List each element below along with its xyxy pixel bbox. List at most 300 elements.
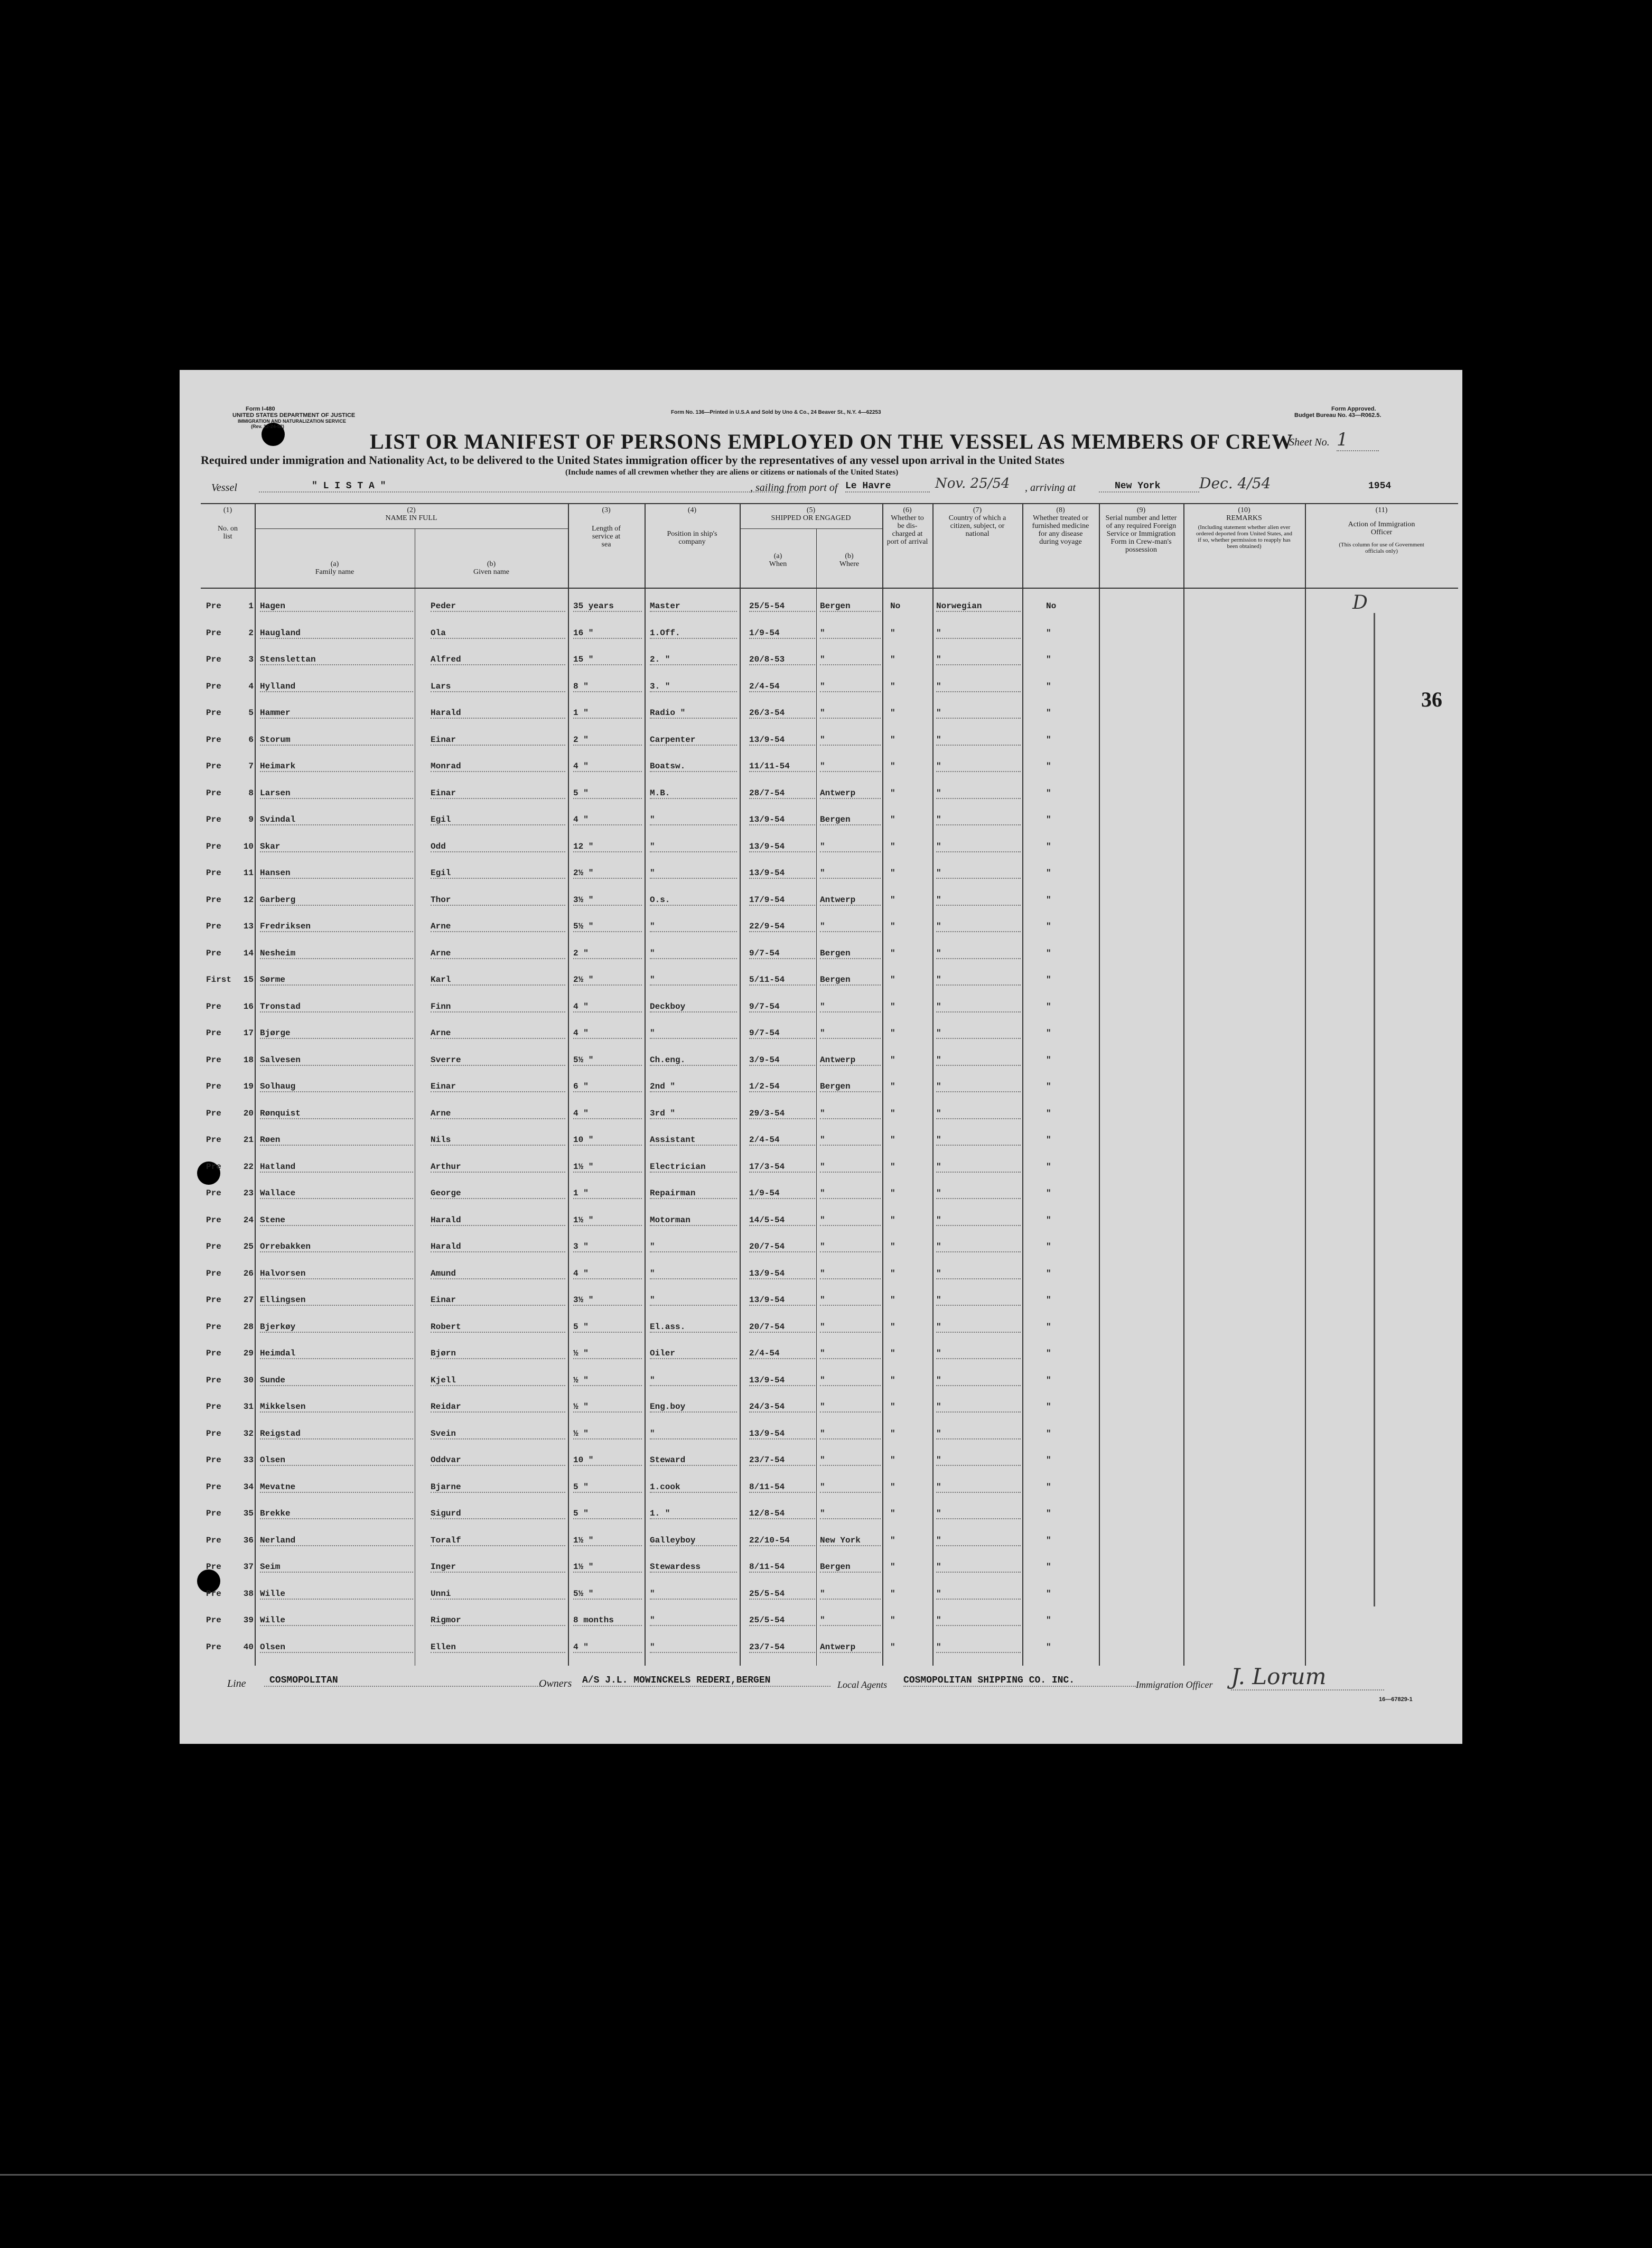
cell-given: Ellen (431, 1642, 565, 1653)
sailing-label: , sailing from port of (750, 482, 838, 494)
cell-family: Olsen (260, 1642, 413, 1653)
cell-service: 8 months (573, 1615, 642, 1626)
cell-service: 1½ " (573, 1562, 642, 1573)
cell-med: " (1046, 1322, 1051, 1332)
cell-country: " (936, 895, 1021, 906)
cell-no: 39 (243, 1615, 254, 1625)
cell-med: No (1046, 601, 1057, 611)
cell-disch: " (890, 1135, 895, 1145)
cell-where: " (820, 1376, 881, 1386)
cell-where: Bergen (820, 815, 881, 825)
cell-family: Bjørge (260, 1028, 413, 1039)
cell-pre: Pre (206, 1162, 221, 1172)
cell-pre: Pre (206, 1535, 221, 1545)
cell-when: 13/9-54 (749, 1269, 815, 1279)
cell-service: 10 " (573, 1455, 642, 1466)
cell-family: Seim (260, 1562, 413, 1573)
cell-family: Solhaug (260, 1082, 413, 1092)
cell-service: 1½ " (573, 1162, 642, 1173)
cell-country: " (936, 868, 1021, 879)
cell-med: " (1046, 628, 1051, 638)
cell-disch: " (890, 681, 895, 691)
cell-service: 2½ " (573, 975, 642, 986)
col5-label: SHIPPED OR ENGAGED (771, 514, 851, 522)
cell-family: Halvorsen (260, 1269, 413, 1279)
cell-service: 16 " (573, 628, 642, 639)
cell-med: " (1046, 895, 1051, 905)
cell-disch: " (890, 1589, 895, 1599)
cell-family: Røen (260, 1135, 413, 1146)
cell-med: " (1046, 1055, 1051, 1065)
cell-service: 3 " (573, 1242, 642, 1252)
cell-no: 37 (243, 1562, 254, 1572)
cell-where: " (820, 708, 881, 719)
col10-label: REMARKS (1226, 514, 1262, 522)
cell-service: 8 " (573, 682, 642, 692)
cell-family: Bjerkøy (260, 1322, 413, 1333)
cell-pre: Pre (206, 1615, 221, 1625)
cell-country: " (936, 1482, 1021, 1493)
cell-position: Assistant (650, 1135, 737, 1146)
cell-med: " (1046, 708, 1051, 718)
cell-no: 9 (248, 815, 254, 824)
owners-label: Owners (539, 1678, 572, 1689)
cell-country: " (936, 1002, 1021, 1012)
cell-family: Stenslettan (260, 655, 413, 665)
cell-given: Rigmor (431, 1615, 565, 1626)
cell-disch: " (890, 655, 895, 664)
cell-when: 3/9-54 (749, 1055, 815, 1066)
cell-disch: " (890, 815, 895, 824)
cell-service: 4 " (573, 815, 642, 825)
cell-country: " (936, 949, 1021, 959)
cell-pre: Pre (206, 1562, 221, 1572)
cell-disch: " (890, 761, 895, 771)
cell-position: " (650, 1615, 737, 1626)
cell-no: 26 (243, 1268, 254, 1278)
cell-given: Arne (431, 1028, 565, 1039)
cell-given: Alfred (431, 655, 565, 665)
cell-given: Unni (431, 1589, 565, 1600)
cell-pre: Pre (206, 628, 221, 638)
cell-no: 20 (243, 1108, 254, 1118)
cell-country: " (936, 1215, 1021, 1226)
cell-position: Radio " (650, 708, 737, 719)
cell-family: Rønquist (260, 1109, 413, 1119)
cell-med: " (1046, 788, 1051, 798)
cell-med: " (1046, 1509, 1051, 1518)
cell-med: " (1046, 1642, 1051, 1652)
cell-position: Eng.boy (650, 1402, 737, 1413)
cell-service: ½ " (573, 1429, 642, 1439)
form-approved: Form Approved. (1331, 406, 1376, 412)
cell-where: " (820, 1242, 881, 1252)
col3-label: Length of service at sea (592, 525, 621, 549)
cell-country: " (936, 655, 1021, 665)
cell-position: 3rd " (650, 1109, 737, 1119)
cell-no: 29 (243, 1349, 254, 1358)
cell-when: 22/10-54 (749, 1536, 815, 1546)
cell-country: " (936, 1349, 1021, 1359)
cell-position: 3. " (650, 682, 737, 692)
cell-service: 1 " (573, 1188, 642, 1199)
cell-given: Inger (431, 1562, 565, 1573)
cell-given: Lars (431, 682, 565, 692)
cell-med: " (1046, 975, 1051, 984)
cell-pre: Pre (206, 922, 221, 931)
cell-disch: " (890, 1108, 895, 1118)
cell-given: Egil (431, 815, 565, 825)
cell-med: " (1046, 948, 1051, 958)
cell-service: 2 " (573, 949, 642, 959)
cell-med: " (1046, 841, 1051, 851)
cell-where: " (820, 1455, 881, 1466)
cell-disch: " (890, 1455, 895, 1465)
cell-country: " (936, 1109, 1021, 1119)
cell-position: 1.cook (650, 1482, 737, 1493)
cell-position: " (650, 1295, 737, 1306)
cell-given: Harald (431, 708, 565, 719)
cell-disch: " (890, 1322, 895, 1332)
frame-rule (0, 2174, 1652, 2176)
cell-no: 6 (248, 735, 254, 745)
cell-disch: " (890, 1562, 895, 1572)
port-from-date: Nov. 25/54 (935, 476, 1010, 491)
cell-country: " (936, 788, 1021, 799)
col11-label: Action of Immigration Officer (1348, 521, 1415, 536)
cell-given: Ola (431, 628, 565, 639)
cell-family: Wallace (260, 1188, 413, 1199)
cell-disch: " (890, 1375, 895, 1385)
cell-disch: " (890, 1295, 895, 1305)
cell-no: 21 (243, 1135, 254, 1145)
cell-where: Bergen (820, 601, 881, 612)
cell-service: 5 " (573, 1509, 642, 1519)
cell-disch: " (890, 975, 895, 984)
cell-family: Olsen (260, 1455, 413, 1466)
cell-med: " (1046, 1535, 1051, 1545)
cell-service: 4 " (573, 1269, 642, 1279)
cell-disch: No (890, 601, 901, 611)
cell-when: 2/4-54 (749, 1349, 815, 1359)
cell-family: Garberg (260, 895, 413, 906)
cell-no: 35 (243, 1509, 254, 1518)
cell-where: Antwerp (820, 895, 881, 906)
cell-where: " (820, 1162, 881, 1173)
cell-family: Sunde (260, 1376, 413, 1386)
cell-family: Reigstad (260, 1429, 413, 1439)
officer-label: Immigration Officer (1136, 1679, 1213, 1690)
cell-where: " (820, 1402, 881, 1413)
sheet-number: 1 (1337, 429, 1379, 451)
cell-pre: Pre (206, 1589, 221, 1599)
cell-position: 2nd " (650, 1082, 737, 1092)
cell-position: " (650, 1028, 737, 1039)
cell-family: Mikkelsen (260, 1402, 413, 1413)
cell-country: " (936, 1615, 1021, 1626)
cell-med: " (1046, 815, 1051, 824)
cell-med: " (1046, 1108, 1051, 1118)
cell-position: Motorman (650, 1215, 737, 1226)
cell-country: " (936, 842, 1021, 852)
cell-pre: Pre (206, 681, 221, 691)
cell-no: 27 (243, 1295, 254, 1305)
cell-med: " (1046, 681, 1051, 691)
cell-pre: Pre (206, 761, 221, 771)
cell-service: 5½ " (573, 1589, 642, 1600)
cell-service: 5 " (573, 1322, 642, 1333)
col9-num: (9) (1136, 506, 1146, 514)
cell-when: 22/9-54 (749, 922, 815, 932)
cell-when: 13/9-54 (749, 868, 815, 879)
cell-when: 23/7-54 (749, 1642, 815, 1653)
cell-disch: " (890, 1001, 895, 1011)
cell-disch: " (890, 1402, 895, 1411)
cell-pre: Pre (206, 841, 221, 851)
cell-no: 36 (243, 1535, 254, 1545)
cell-position: " (650, 868, 737, 879)
cell-where: " (820, 1269, 881, 1279)
cell-no: 31 (243, 1402, 254, 1411)
cell-where: " (820, 1188, 881, 1199)
cell-family: Heimdal (260, 1349, 413, 1359)
cell-no: 38 (243, 1589, 254, 1599)
cell-position: El.ass. (650, 1322, 737, 1333)
cell-where: " (820, 1509, 881, 1519)
cell-service: ½ " (573, 1402, 642, 1413)
col11-num: (11) (1375, 506, 1388, 514)
cell-country: " (936, 1589, 1021, 1600)
cell-med: " (1046, 1482, 1051, 1492)
cell-disch: " (890, 841, 895, 851)
cell-country: " (936, 1028, 1021, 1039)
cell-position: 1. " (650, 1509, 737, 1519)
cell-no: 40 (243, 1642, 254, 1652)
cell-service: 10 " (573, 1135, 642, 1146)
cell-no: 14 (243, 948, 254, 958)
cell-given: Einar (431, 788, 565, 799)
cell-position: M.B. (650, 788, 737, 799)
line-label: Line (227, 1678, 246, 1689)
cell-pre: Pre (206, 708, 221, 718)
cell-no: 19 (243, 1082, 254, 1091)
cell-no: 10 (243, 841, 254, 851)
cell-service: 4 " (573, 1109, 642, 1119)
cell-where: " (820, 655, 881, 665)
cell-no: 28 (243, 1322, 254, 1332)
cell-when: 12/8-54 (749, 1509, 815, 1519)
cell-pre: Pre (206, 788, 221, 798)
cell-service: 3½ " (573, 895, 642, 906)
cell-country: " (936, 815, 1021, 825)
cell-where: Bergen (820, 975, 881, 986)
cell-country: " (936, 1376, 1021, 1386)
form-number: Form I-480 (246, 406, 275, 412)
cell-position: " (650, 1376, 737, 1386)
department: UNITED STATES DEPARTMENT OF JUSTICE (232, 412, 356, 419)
printer-note: Form No. 136—Printed in U.S.A and Sold by Uno & Co., 24 Beaver St., N.Y. 4—62253 (671, 410, 881, 415)
manifest-sheet (180, 370, 1462, 1744)
cell-no: 15 (243, 975, 254, 984)
cell-family: Fredriksen (260, 922, 413, 932)
cell-med: " (1046, 1215, 1051, 1225)
cell-disch: " (890, 1082, 895, 1091)
col1-label: No. on list (217, 525, 238, 541)
cell-where: " (820, 1322, 881, 1333)
cell-disch: " (890, 628, 895, 638)
cell-where: " (820, 1589, 881, 1600)
cell-position: " (650, 842, 737, 852)
cell-no: 11 (243, 868, 254, 878)
cell-given: Peder (431, 601, 565, 612)
cell-given: Einar (431, 735, 565, 746)
cell-given: Bjørn (431, 1349, 565, 1359)
cell-no: 8 (248, 788, 254, 798)
cell-where: Antwerp (820, 788, 881, 799)
cell-country: " (936, 628, 1021, 639)
cell-no: 4 (248, 681, 254, 691)
cell-when: 8/11-54 (749, 1482, 815, 1493)
cell-pre: Pre (206, 1349, 221, 1358)
cell-med: " (1046, 1001, 1051, 1011)
cell-disch: " (890, 1535, 895, 1545)
manifest-subtitle: Required under immigration and Nationality Act, to be delivered to the United States immigration officer by the representatives of any vessel upon arrival in the United States (201, 453, 1065, 467)
col2b-label: (b) Given name (473, 560, 510, 576)
cell-family: Ellingsen (260, 1295, 413, 1306)
cell-given: Kjell (431, 1376, 565, 1386)
service: IMMIGRATION AND NATURALIZATION SERVICE (238, 419, 346, 424)
cell-med: " (1046, 761, 1051, 771)
cell-when: 13/9-54 (749, 1295, 815, 1306)
cell-country: Norwegian (936, 601, 1021, 612)
cell-position: " (650, 1589, 737, 1600)
cell-when: 17/9-54 (749, 895, 815, 906)
col5a-label: (a) When (769, 552, 787, 568)
cell-med: " (1046, 1268, 1051, 1278)
cell-position: Galleyboy (650, 1536, 737, 1546)
cell-where: " (820, 868, 881, 879)
cell-where: Bergen (820, 1562, 881, 1573)
cell-country: " (936, 1322, 1021, 1333)
cell-when: 5/11-54 (749, 975, 815, 986)
cell-given: Harald (431, 1242, 565, 1252)
cell-disch: " (890, 788, 895, 798)
cell-position: Steward (650, 1455, 737, 1466)
cell-service: 12 " (573, 842, 642, 852)
cell-given: Arne (431, 949, 565, 959)
cell-given: Bjarne (431, 1482, 565, 1493)
cell-when: 25/5-54 (749, 1615, 815, 1626)
sheet-label: Sheet No. (1289, 436, 1330, 448)
cell-when: 9/7-54 (749, 949, 815, 959)
cell-family: Tronstad (260, 1002, 413, 1012)
cell-where: " (820, 1615, 881, 1626)
cell-position: " (650, 1242, 737, 1252)
vessel-name: " L I S T A " (259, 481, 803, 493)
col11-note: (This column for use of Government officials only) (1339, 542, 1424, 554)
cell-when: 1/9-54 (749, 628, 815, 639)
cell-when: 29/3-54 (749, 1109, 815, 1119)
cell-pre: Pre (206, 1482, 221, 1492)
cell-disch: " (890, 868, 895, 878)
cell-when: 13/9-54 (749, 735, 815, 746)
cell-where: " (820, 628, 881, 639)
cell-when: 17/3-54 (749, 1162, 815, 1173)
cell-country: " (936, 1642, 1021, 1653)
cell-med: " (1046, 1242, 1051, 1251)
cell-country: " (936, 682, 1021, 692)
cell-country: " (936, 761, 1021, 772)
agents-label: Local Agents (837, 1679, 888, 1690)
cell-country: " (936, 1055, 1021, 1066)
cell-pre: Pre (206, 1082, 221, 1091)
cell-position: " (650, 1642, 737, 1653)
cell-country: " (936, 1509, 1021, 1519)
cell-disch: " (890, 1349, 895, 1358)
cell-pre: Pre (206, 1428, 221, 1438)
cell-when: 28/7-54 (749, 788, 815, 799)
cell-no: 18 (243, 1055, 254, 1065)
cell-no: 16 (243, 1001, 254, 1011)
cell-country: " (936, 1536, 1021, 1546)
cell-pre: Pre (206, 735, 221, 745)
cell-when: 25/5-54 (749, 601, 815, 612)
cell-family: Hammer (260, 708, 413, 719)
manifest-title: LIST OR MANIFEST OF PERSONS EMPLOYED ON THE VESSEL AS MEMBERS OF CREW (370, 430, 1293, 453)
cell-pre: Pre (206, 1215, 221, 1225)
cell-pre: Pre (206, 601, 221, 611)
cell-country: " (936, 735, 1021, 746)
cell-med: " (1046, 655, 1051, 664)
cell-family: Svindal (260, 815, 413, 825)
cell-country: " (936, 922, 1021, 932)
cell-pre: Pre (206, 1242, 221, 1251)
cell-disch: " (890, 735, 895, 745)
cell-given: Einar (431, 1082, 565, 1092)
cell-given: Arthur (431, 1162, 565, 1173)
cell-position: 1.Off. (650, 628, 737, 639)
cell-country: " (936, 1082, 1021, 1092)
cell-country: " (936, 1562, 1021, 1573)
cell-given: Oddvar (431, 1455, 565, 1466)
cell-med: " (1046, 1082, 1051, 1091)
cell-med: " (1046, 1402, 1051, 1411)
cell-service: 15 " (573, 655, 642, 665)
cell-pre: Pre (206, 1402, 221, 1411)
cell-where: " (820, 735, 881, 746)
cell-med: " (1046, 1375, 1051, 1385)
cell-where: " (820, 761, 881, 772)
cell-disch: " (890, 1188, 895, 1198)
col1-num: (1) (223, 506, 232, 514)
cell-given: Svein (431, 1429, 565, 1439)
col3-num: (3) (602, 506, 611, 514)
cell-country: " (936, 1295, 1021, 1306)
cell-family: Larsen (260, 788, 413, 799)
cell-no: 12 (243, 895, 254, 905)
cell-pre: Pre (206, 1001, 221, 1011)
cell-given: Harald (431, 1215, 565, 1226)
officer-check-line (1374, 613, 1375, 1606)
cell-med: " (1046, 1349, 1051, 1358)
col4-num: (4) (687, 506, 697, 514)
cell-given: George (431, 1188, 565, 1199)
cell-given: Finn (431, 1002, 565, 1012)
cell-med: " (1046, 1135, 1051, 1145)
cell-where: Bergen (820, 949, 881, 959)
cell-pre: Pre (206, 1455, 221, 1465)
cell-med: " (1046, 1162, 1051, 1172)
